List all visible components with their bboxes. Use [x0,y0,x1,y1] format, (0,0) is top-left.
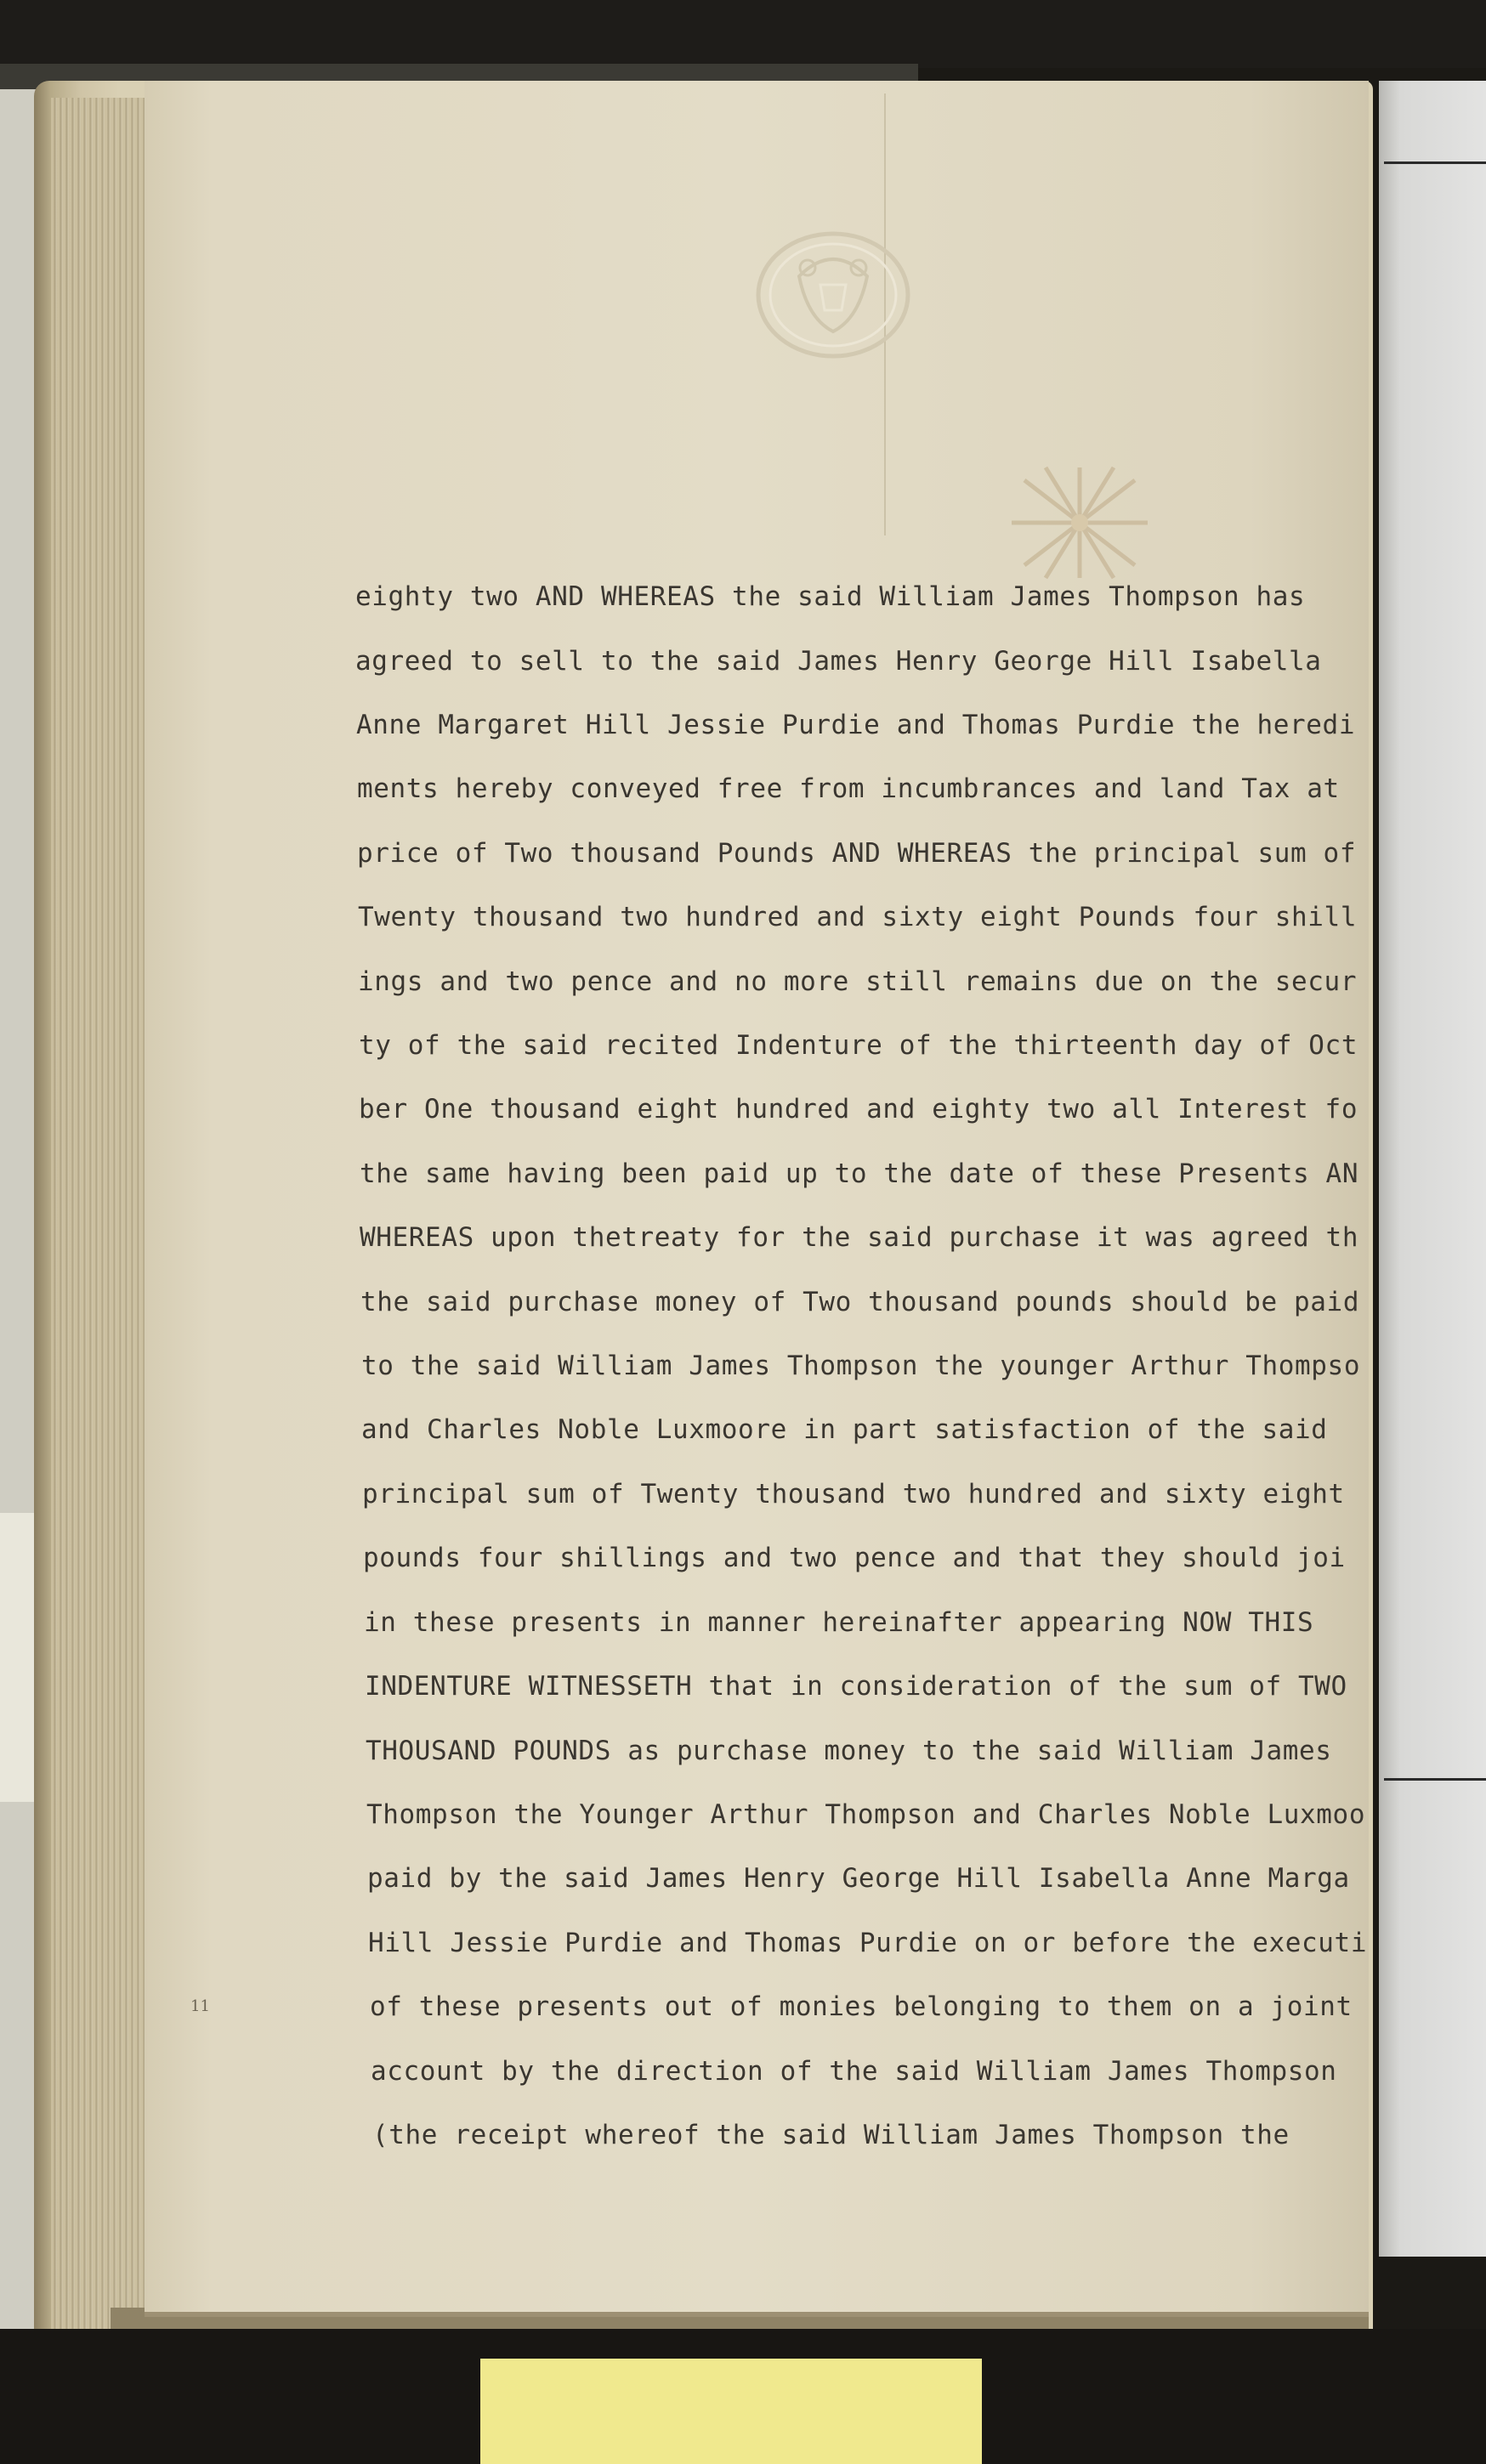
text-line-5: price of Two thousand Pounds AND WHEREAS the principal sum of [357,838,1357,869]
text-line-4: ments hereby conveyed free from incumbrances and land Tax at [357,773,1340,804]
text-line-17: in these presents in manner hereinafter appearing NOW THIS [364,1607,1314,1638]
backdrop-top [0,0,1486,68]
text-line-6: Twenty thousand two hundred and sixty eight Pounds four shill [358,902,1358,932]
text-line-20: Thompson the Younger Arthur Thompson and Charles Noble Luxmoo [366,1799,1366,1830]
text-line-19: THOUSAND POUNDS as purchase money to the said William James [366,1736,1332,1766]
text-line-22: Hill Jessie Purdie and Thomas Purdie on or before the executi [368,1928,1368,1958]
star-stamp-icon [995,459,1165,586]
text-line-8: ty of the said recited Indenture of the thirteenth day of Oct [359,1030,1358,1061]
sticky-note [480,2359,982,2464]
text-line-12: the said purchase money of Two thousand pounds should be paid [360,1287,1360,1317]
text-line-21: paid by the said James Henry George Hill Isabella Anne Marga [367,1863,1350,1894]
adjacent-right-page [1379,81,1486,2257]
text-line-24: account by the direction of the said William James Thompson [371,2056,1337,2087]
text-line-15: principal sum of Twenty thousand two hundred and sixty eight [362,1479,1345,1510]
text-line-3: Anne Margaret Hill Jessie Purdie and Thomas Purdie the heredi [356,710,1356,740]
text-line-2: agreed to sell to the said James Henry George Hill Isabella [355,646,1322,677]
page-edges [51,98,149,2350]
text-line-13: to the said William James Thompson the younger Arthur Thompso [361,1351,1361,1381]
adjacent-page-rule-top [1384,161,1486,164]
text-line-1: eighty two AND WHEREAS the said William James Thompson has [355,581,1306,612]
text-line-10: the same having been paid up to the date of these Presents AN [360,1158,1359,1189]
text-line-23: of these presents out of monies belonging to them on a joint [370,1991,1353,2022]
text-line-18: INDENTURE WITNESSETH that in consideration of the sum of TWO [365,1671,1347,1702]
margin-mark: 11 [190,1997,210,2015]
text-line-25: (the receipt whereof the said William James Thompson the [372,2120,1290,2150]
embossed-seal-icon [748,225,918,365]
adjacent-page-rule [1384,1778,1486,1781]
text-line-7: ings and two pence and no more still remains due on the secur [358,966,1358,997]
text-line-16: pounds four shillings and two pence and that they should joi [363,1543,1346,1573]
text-line-14: and Charles Noble Luxmoore in part satisfaction of the said [361,1414,1328,1445]
document-page [145,81,1369,2317]
text-line-11: WHEREAS upon thetreaty for the said purchase it was agreed th [360,1222,1359,1253]
text-line-9: ber One thousand eight hundred and eighty two all Interest fo [359,1094,1358,1124]
